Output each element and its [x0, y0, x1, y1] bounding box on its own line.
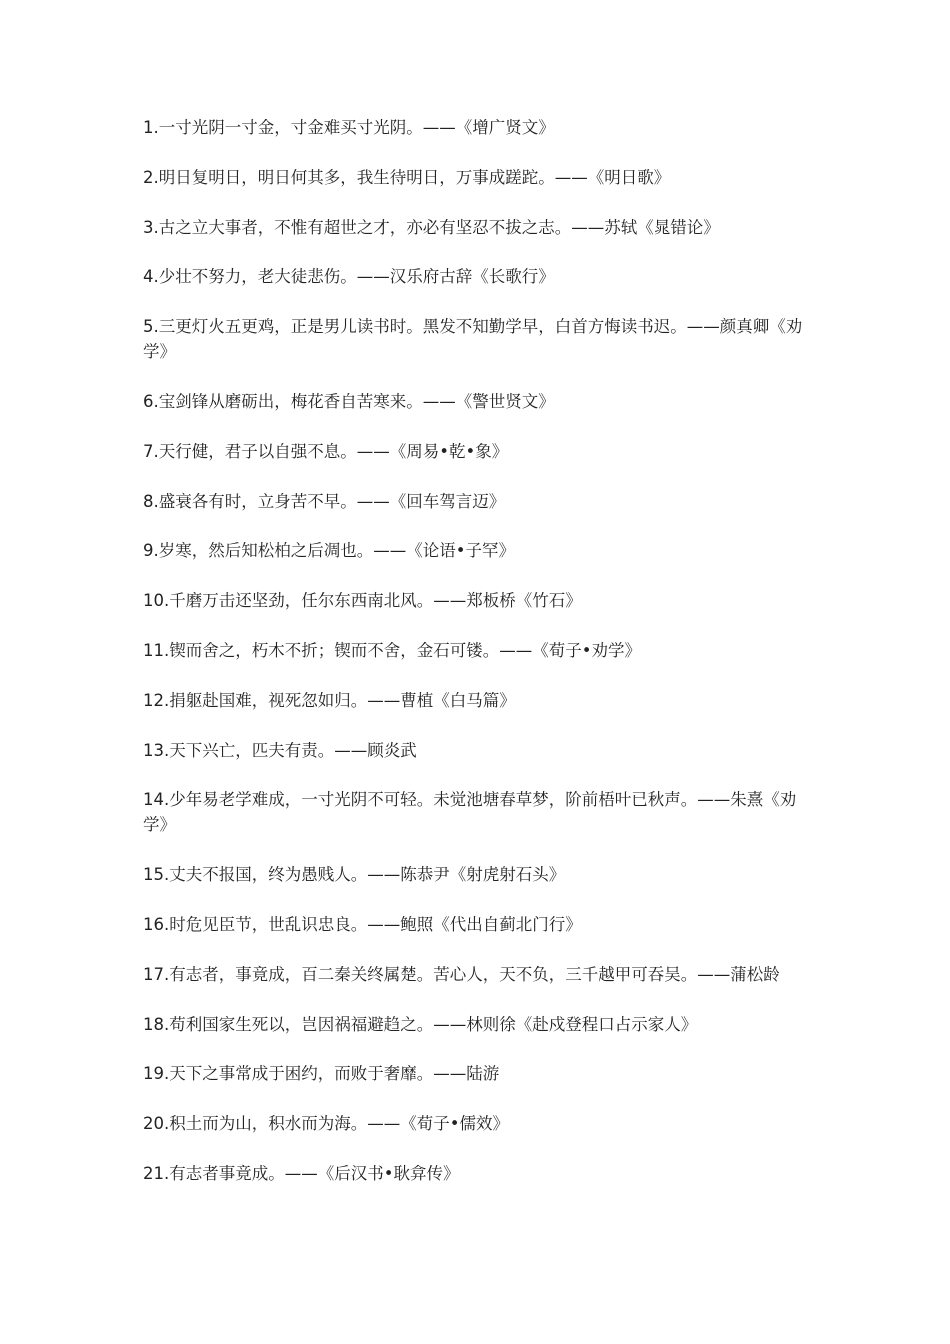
quote-item: 3.古之立大事者，不惟有超世之才，亦必有坚忍不拔之志。——苏轼《晁错论》 [143, 217, 720, 237]
quote-item: 16.时危见臣节，世乱识忠良。——鲍照《代出自蓟北门行》 [143, 914, 582, 934]
quote-item: 2.明日复明日，明日何其多，我生待明日，万事成蹉跎。——《明日歌》 [143, 167, 671, 187]
quote-item: 9.岁寒，然后知松柏之后凋也。——《论语•子罕》 [143, 541, 515, 561]
quote-item: 6.宝剑锋从磨砺出，梅花香自苦寒来。——《警世贤文》 [143, 391, 555, 411]
quote-list [143, 115, 803, 1211]
quote-item: 8.盛衰各有时，立身苦不早。——《回车驾言迈》 [143, 491, 506, 511]
quote-item: 21.有志者事竟成。——《后汉书•耿弇传》 [143, 1163, 460, 1183]
quote-item: 17.有志者，事竟成，百二秦关终属楚。苦心人，天不负，三千越甲可吞吴。——蒲松龄 [143, 964, 780, 984]
quote-item: 11.锲而舍之，朽木不折；锲而不舍，金石可镂。——《荀子•劝学》 [143, 640, 641, 660]
quote-item: 15.丈夫不报国，终为愚贱人。——陈恭尹《射虎射石头》 [143, 865, 566, 885]
quote-item: 20.积土而为山，积水而为海。——《荀子•儒效》 [143, 1114, 509, 1134]
quote-item: 1.一寸光阴一寸金，寸金难买寸光阴。——《增广贤文》 [143, 118, 555, 137]
quote-item: 18.苟利国家生死以，岂因祸福避趋之。——林则徐《赴戍登程口占示家人》 [143, 1014, 698, 1034]
quote-item: 14.少年易老学难成，一寸光阴不可轻。未觉池塘春草梦，阶前梧叶已秋声。——朱熹《劝学》 [143, 790, 797, 835]
quote-item: 7.天行健，君子以自强不息。——《周易•乾•象》 [143, 441, 509, 461]
quote-item: 19.天下之事常成于困约，而败于奢靡。——陆游 [143, 1064, 500, 1084]
quote-item: 4.少壮不努力，老大徒悲伤。——汉乐府古辞《长歌行》 [143, 267, 555, 287]
quote-item: 12.捐躯赴国难，视死忽如归。——曹植《白马篇》 [143, 690, 516, 710]
quote-item: 13.天下兴亡，匹夫有责。——顾炎武 [143, 740, 417, 760]
quote-item: 10.千磨万击还坚劲，任尔东西南北风。——郑板桥《竹石》 [143, 591, 582, 611]
quote-item: 5.三更灯火五更鸡，正是男儿读书时。黑发不知勤学早，白首方悔读书迟。——颜真卿《劝学》 [143, 317, 803, 362]
